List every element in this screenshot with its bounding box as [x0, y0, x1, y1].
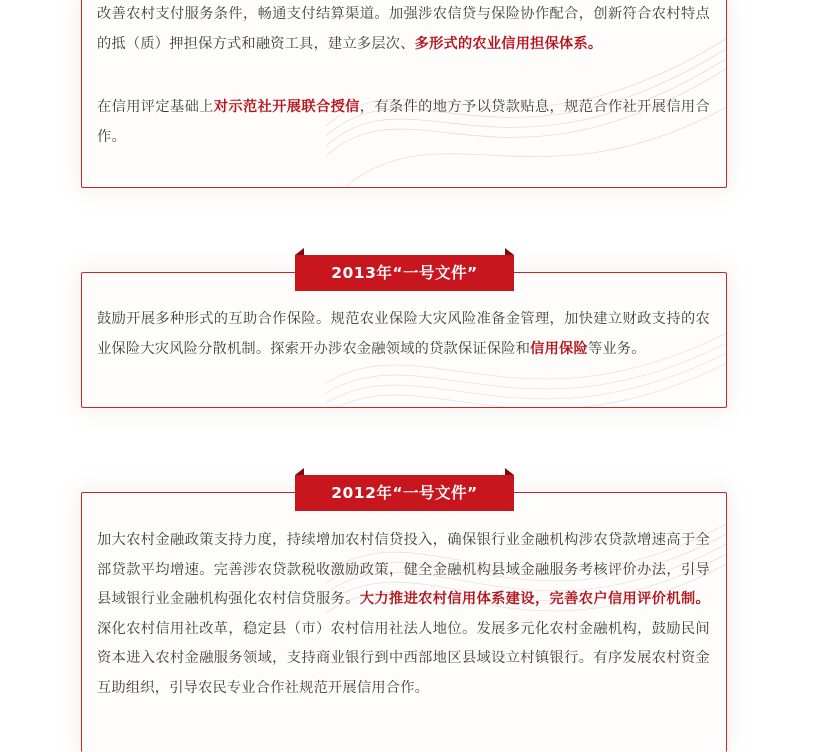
banner-fold-left [295, 468, 304, 475]
section-banner-2012 [295, 475, 514, 511]
section-banner-2013 [295, 255, 514, 291]
highlight-text: 多形式的农业信用担保体系。 [414, 35, 603, 52]
policy-card-2013 [81, 272, 727, 408]
text-run: 改善农村支付服务条件，畅通支付结算渠道。加强涉农信贷与保险协作配合，创新符合农村特点的抵（质）押担保方式和融资工具，建立多层次、 [97, 6, 710, 52]
paragraph-1 [82, 0, 726, 59]
banner-fold-right [505, 468, 514, 475]
banner-title: 2013年“一号文件” [331, 264, 478, 282]
text-run: 等业务。 [587, 340, 646, 357]
banner-title: 2012年“一号文件” [331, 484, 478, 502]
text-run: 鼓励开展多种形式的互助合作保险。规范农业保险大灾风险准备金管理，加快建立财政支持的农业保险大灾风险分散机制。探索开办涉农金融领域的贷款保证保险和 [97, 311, 710, 357]
banner-fold-right [505, 248, 514, 255]
highlight-text: 对示范社开展联合授信 [213, 99, 360, 115]
policy-card-continued [81, 0, 727, 188]
paragraph-1 [82, 493, 726, 703]
policy-card-2012 [81, 492, 727, 752]
text-run: ，有条件的地方予以贷款贴息，规范合作社开展信用合作。 [97, 99, 710, 145]
text-run: 加大农村金融政策支持力度，持续增加农村信贷投入，确保银行业金融机构涉农贷款增速高于全部贷款平均增速。完善涉农贷款税收激励政策，健全金融机构县域金融服务考核评价办法，引导县域银行业金融机构强化农村信贷服务。 [97, 532, 710, 607]
banner-fold-left [295, 248, 304, 255]
text-run: 在信用评定基础上 [97, 99, 214, 115]
text-run: 深化农村信用社改革，稳定县（市）农村信用社法人地位。发展多元化农村金融机构，鼓励民间资本进入农村金融服务领域，支持商业银行到中西部地区县域设立村镇银行。有序发展农村资金互助组织，引导农民专业合作社规范开展信用合作。 [97, 620, 710, 696]
highlight-text: 大力推进农村信用体系建设，完善农户信用评价机制。 [359, 591, 710, 607]
paragraph-2 [82, 89, 726, 152]
highlight-text: 信用保险 [530, 340, 588, 357]
